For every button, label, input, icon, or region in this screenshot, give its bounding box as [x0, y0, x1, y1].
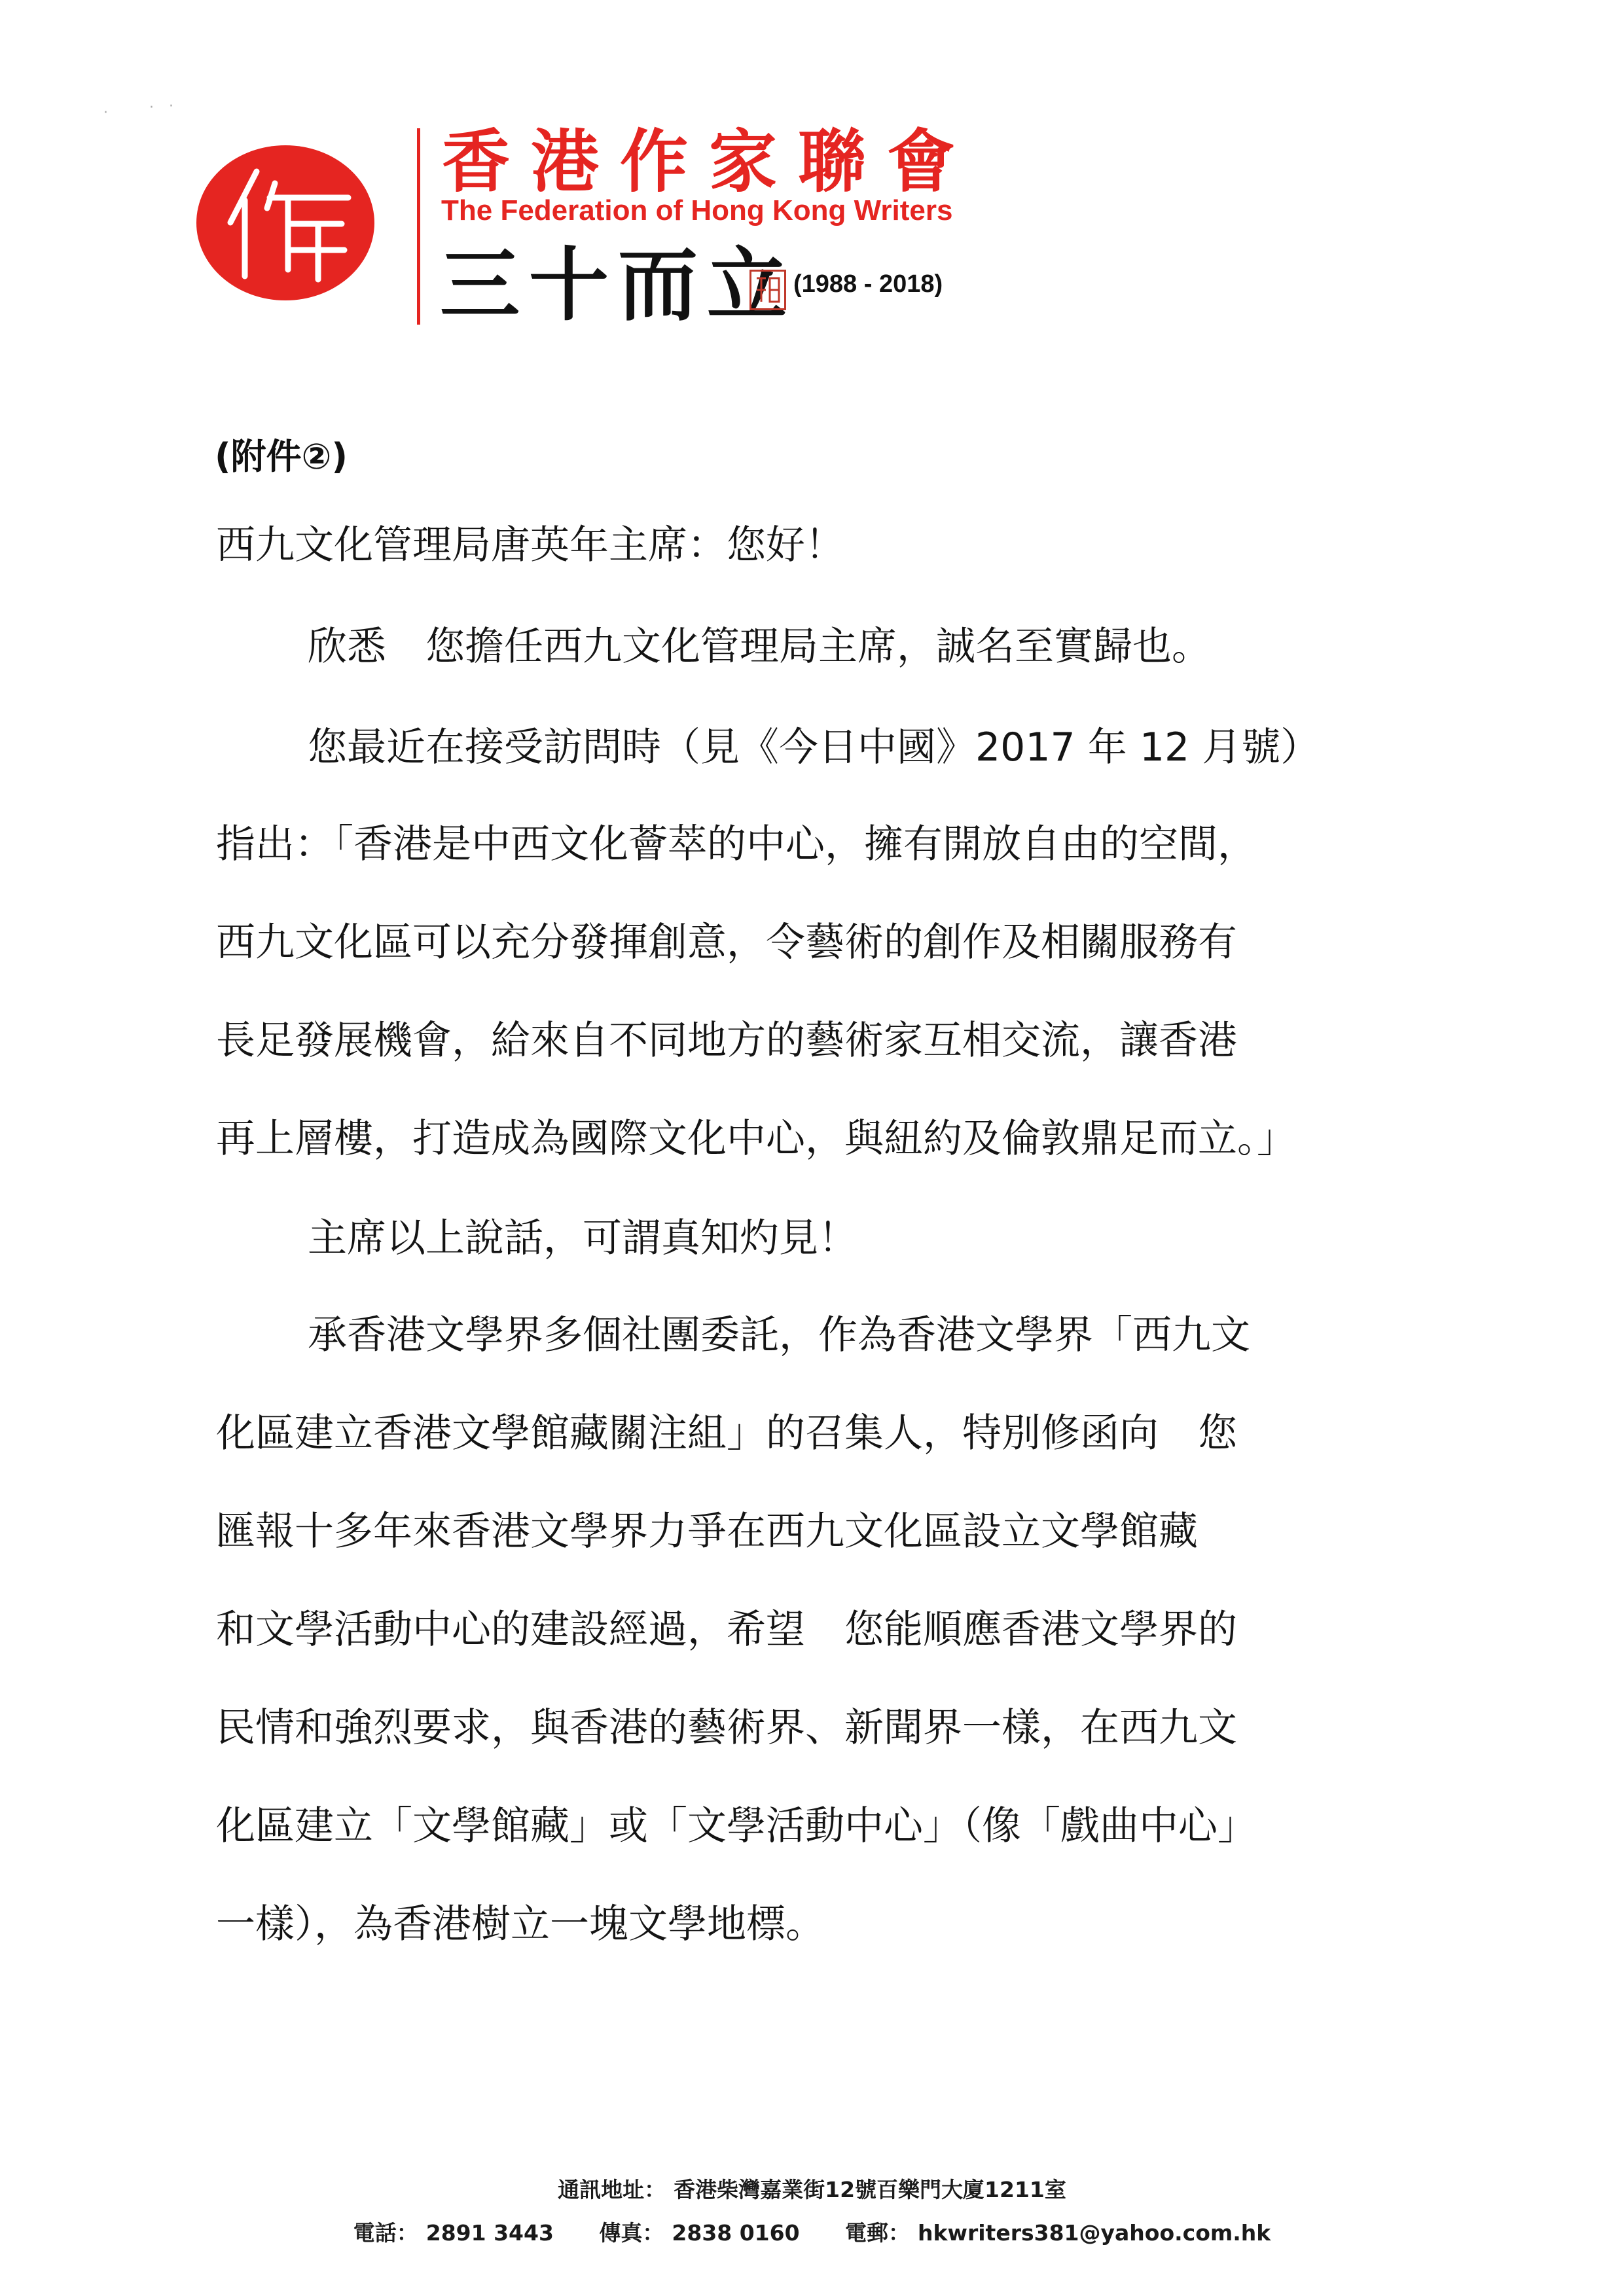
email-value: hkwriters381@yahoo.com.hk: [918, 2220, 1271, 2246]
body-line: 和文學活動中心的建設經過，希望 您能順應香港文學界的: [216, 1607, 1237, 1653]
body-line: 欣悉 您擔任西九文化管理局主席，誠名至實歸也。: [308, 624, 1211, 670]
body-line: 化區建立「文學館藏」或「文學活動中心」（像「戲曲中心」: [216, 1803, 1257, 1849]
scan-mark: ·: [169, 98, 173, 115]
fax-label: 傳真：: [599, 2220, 664, 2246]
body-line: 再上層樓，打造成為國際文化中心，與紐約及倫敦鼎足而立。」: [216, 1116, 1296, 1162]
footer-address: [0, 2173, 1624, 2204]
body-line: 一樣），為香港樹立一塊文學地標。: [216, 1901, 825, 1947]
federation-name-cn: 香港作家聯會: [442, 121, 977, 202]
fax-value: 2838 0160: [672, 2220, 800, 2246]
attachment-label: (附件②): [215, 436, 348, 477]
body-line: 民情和強烈要求，與香港的藝術界、新聞界一樣，在西九文: [216, 1705, 1237, 1751]
phone-label: 電話：: [353, 2220, 418, 2246]
body-line: 匯報十多年來香港文學界力爭在西九文化區設立文學館藏: [216, 1509, 1198, 1554]
body-line: 長足發展機會，給來自不同地方的藝術家互相交流，讓香港: [216, 1018, 1237, 1064]
phone-value: 2891 3443: [425, 2220, 554, 2246]
seal-stamp-icon: [749, 270, 786, 310]
anniversary-years: (1988 - 2018): [793, 270, 943, 298]
scan-mark: ·: [149, 99, 154, 116]
federation-name-en: The Federation of Hong Kong Writers: [441, 194, 953, 226]
anniversary-title: 三十而立: [440, 238, 796, 332]
address-value: 香港柴灣嘉業街12號百樂門大廈1211室: [674, 2177, 1066, 2202]
salutation: 西九文化管理局唐英年主席：您好！: [216, 522, 844, 568]
body-line: 西九文化區可以充分發揮創意，令藝術的創作及相關服務有: [216, 920, 1237, 965]
body-line: 化區建立香港文學館藏關注組」的召集人，特別修函向 您: [216, 1410, 1237, 1456]
address-label: 通訊地址：: [558, 2177, 666, 2202]
body-line: 主席以上說話，可謂真知灼見！: [308, 1215, 857, 1261]
body-line: 承香港文學界多個社團委託，作為香港文學界「西九文: [308, 1312, 1250, 1358]
letterhead-divider: [417, 128, 420, 325]
email-label: 電郵：: [845, 2220, 911, 2246]
body-line: 指出：「香港是中西文化薈萃的中心，擁有開放自由的空間，: [216, 821, 1257, 867]
footer-contacts: [0, 2216, 1624, 2247]
body-line: 您最近在接受訪問時（見《今日中國》2017 年 12 月號）: [308, 725, 1320, 770]
federation-logo-icon: [196, 145, 374, 300]
scan-mark: ·: [103, 105, 108, 121]
